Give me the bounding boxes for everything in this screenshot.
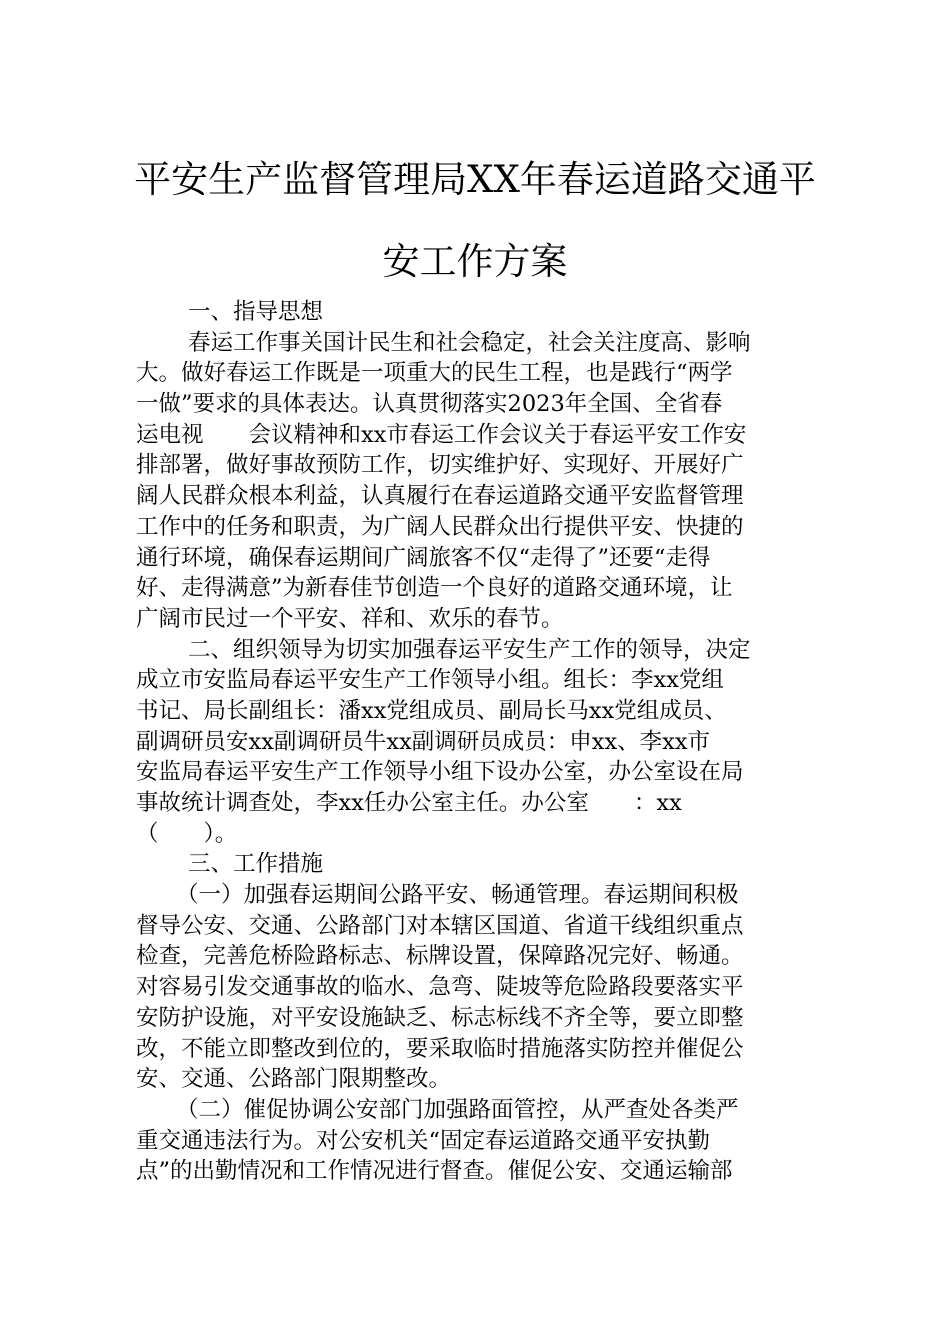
paragraph-line: 成立市安监局春运平安生产工作领导小组。组长：李xx党组 — [136, 667, 724, 694]
document-title-line-1: 平安生产监督管理局XX年春运道路交通平 — [134, 158, 816, 201]
paragraph-line: 点”的出勤情况和工作情况进行督查。催促公安、交通运输部 — [136, 1158, 733, 1185]
paragraph-line: 安、交通、公路部门限期整改。 — [136, 1066, 452, 1093]
paragraph-line: 安防护设施，对平安设施缺乏、标志标线不齐全等，要立即整 — [136, 1004, 744, 1031]
paragraph-line: 安监局春运平安生产工作领导小组下设办公室，办公室设在局 — [136, 759, 744, 786]
document-body — [136, 297, 836, 1187]
paragraph-line: 副调研员安xx副调研员牛xx副调研员成员：申xx、李xx市 — [136, 728, 711, 755]
paragraph-line: 通行环境，确保春运期间广阔旅客不仅“走得了”还要“走得 — [136, 544, 711, 571]
paragraph-line: 重交通违法行为。对公安机关“固定春运道路交通平安执勤 — [136, 1127, 711, 1154]
paragraph-line: 广阔市民过一个平安、祥和、欢乐的春节。 — [136, 605, 564, 632]
section-heading: 一、指导思想 — [188, 299, 324, 325]
paragraph-line: 事故统计调查处，李xx任办公室主任。办公室 ：xx — [136, 790, 682, 816]
paragraph-line: 好、走得满意”为新春佳节创造一个良好的道路交通环境，让 — [136, 575, 733, 602]
paragraph-line: （二）催促协调公安部门加强路面管控，从严查处各类严 — [176, 1096, 739, 1123]
paragraph-line: 二、组织领导为切实加强春运平安生产工作的领导，决定 — [188, 636, 751, 663]
paragraph-line: 工作中的任务和职责，为广阔人民群众出行提供平安、快捷的 — [136, 513, 744, 540]
paragraph-line: 大。做好春运工作既是一项重大的民生工程，也是践行“两学 — [136, 360, 733, 387]
paragraph-line: 运电视 会议精神和xx市春运工作会议关于春运平安工作安 — [136, 421, 747, 448]
paragraph-line: 春运工作事关国计民生和社会稳定，社会关注度高、影响 — [188, 329, 751, 356]
paragraph-line: 一做”要求的具体表达。认真贯彻落实2023年全国、全省春 — [136, 391, 723, 418]
paragraph-line: 书记、局长副组长：潘xx党组成员、副局长马xx党组成员、 — [136, 697, 727, 724]
document-title-line-2: 安工作方案 — [382, 240, 568, 283]
paragraph-line: 阔人民群众根本利益，认真履行在春运道路交通平安监督管理 — [136, 483, 744, 510]
paragraph-line: 检查，完善危桥险路标志、标牌设置，保障路况完好、畅通。 — [136, 943, 744, 970]
paragraph-line: （一）加强春运期间公路平安、畅通管理。春运期间积极 — [176, 882, 739, 909]
paragraph-line: 排部署，做好事故预防工作，切实维护好、实现好、开展好广 — [136, 452, 744, 479]
paragraph-line: 对容易引发交通事故的临水、急弯、陡坡等危险路段要落实平 — [136, 974, 744, 1001]
paragraph-line: 督导公安、交通、公路部门对本辖区国道、省道干线组织重点 — [136, 912, 744, 939]
paragraph-line: （ ）。 — [136, 820, 238, 847]
paragraph-line: 改，不能立即整改到位的，要采取临时措施落实防控并催促公 — [136, 1035, 744, 1062]
section-heading: 三、工作措施 — [188, 851, 324, 878]
